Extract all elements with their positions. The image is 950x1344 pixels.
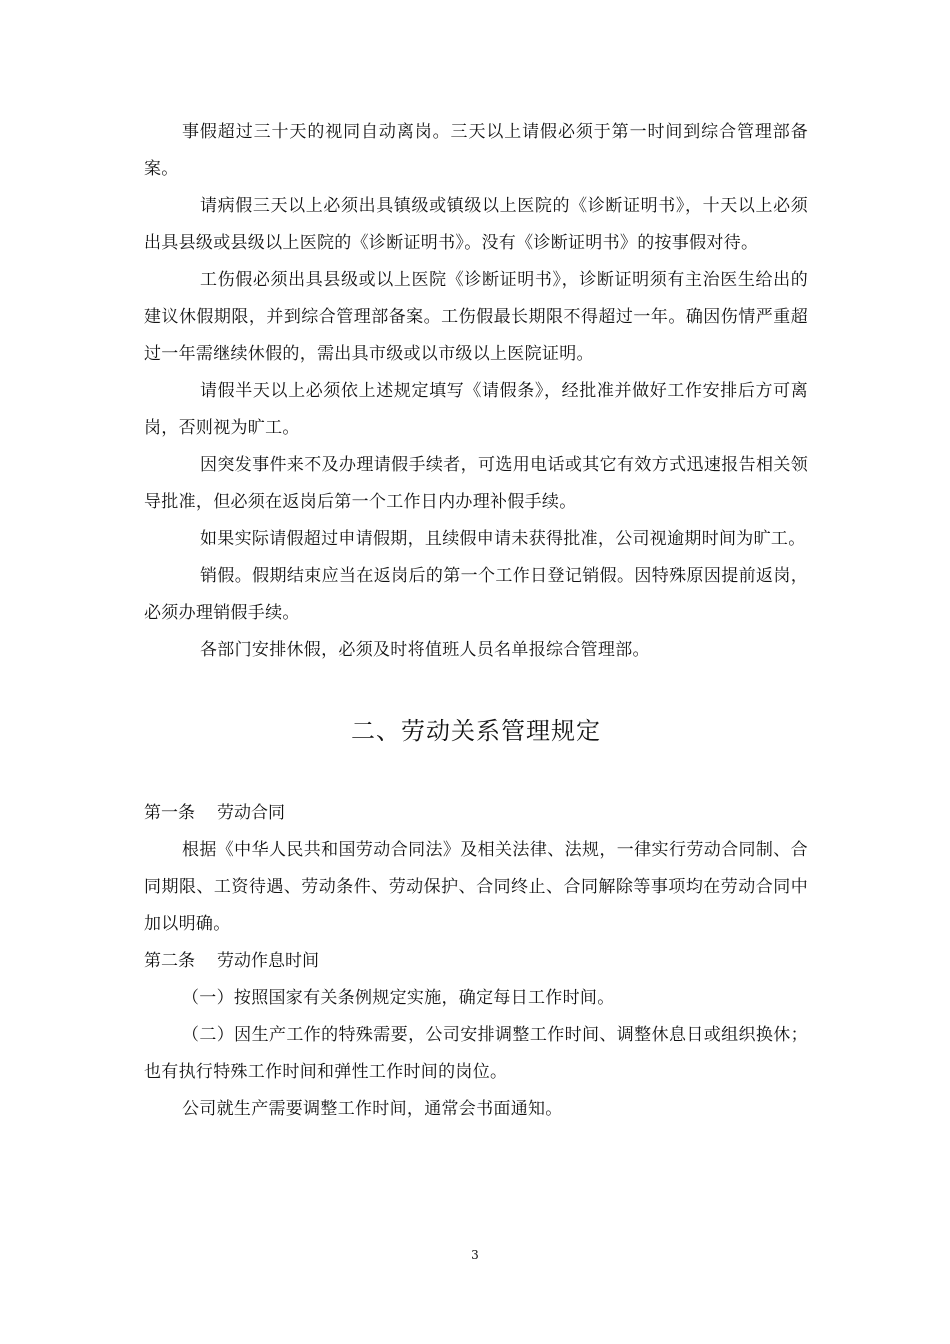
leave-paragraph-5: 因突发事件来不及办理请假手续者，可选用电话或其它有效方式迅速报告相关领导批准，但必须在返岗后第一个工作日内办理补假手续。 bbox=[144, 455, 808, 512]
leave-paragraph-1: 事假超过三十天的视同自动离岗。三天以上请假必须于第一时间到综合管理部备案。 bbox=[144, 122, 808, 179]
article-2-item-1: （一）按照国家有关条例规定实施，确定每日工作时间。 bbox=[182, 988, 615, 1008]
leave-paragraph-4: 请假半天以上必须依上述规定填写《请假条》，经批准并做好工作安排后方可离岗，否则视为旷工。 bbox=[144, 381, 808, 438]
article-2-number: 第二条 bbox=[144, 951, 195, 971]
article-2-item-2: （二）因生产工作的特殊需要，公司安排调整工作时间、调整休息日或组织换休；也有执行特殊工作时间和弹性工作时间的岗位。 bbox=[144, 1025, 808, 1082]
article-2-name: 劳动作息时间 bbox=[217, 951, 319, 971]
leave-paragraph-7: 销假。假期结束应当在返岗后的第一个工作日登记销假。因特殊原因提前返岗，必须办理销假手续。 bbox=[144, 566, 808, 623]
article-1-name: 劳动合同 bbox=[217, 803, 285, 823]
article-2-title bbox=[144, 943, 808, 980]
leave-paragraph-8: 各部门安排休假，必须及时将值班人员名单报综合管理部。 bbox=[200, 640, 650, 660]
leave-paragraph-3: 工伤假必须出具县级或以上医院《诊断证明书》，诊断证明须有主治医生给出的建议休假期限，并到综合管理部备案。工伤假最长期限不得超过一年。确因伤情严重超过一年需继续休假的，需出具市级或以市级以上医院证明。 bbox=[144, 270, 808, 364]
article-1-number: 第一条 bbox=[144, 803, 195, 823]
article-1-title bbox=[144, 795, 808, 832]
section-heading: 二、劳动关系管理规定 bbox=[351, 717, 601, 745]
page-number: 3 bbox=[471, 1248, 479, 1262]
article-2-item-3: 公司就生产需要调整工作时间，通常会书面通知。 bbox=[182, 1099, 563, 1119]
leave-paragraph-6: 如果实际请假超过申请假期，且续假申请未获得批准，公司视逾期时间为旷工。 bbox=[200, 529, 806, 549]
article-1-text: 根据《中华人民共和国劳动合同法》及相关法律、法规，一律实行劳动合同制、合同期限、工资待遇、劳动条件、劳动保护、合同终止、合同解除等事项均在劳动合同中加以明确。 bbox=[144, 840, 808, 934]
leave-paragraph-2: 请病假三天以上必须出具镇级或镇级以上医院的《诊断证明书》，十天以上必须出具县级或县级以上医院的《诊断证明书》。没有《诊断证明书》的按事假对待。 bbox=[144, 196, 808, 253]
document-body bbox=[144, 114, 808, 1128]
